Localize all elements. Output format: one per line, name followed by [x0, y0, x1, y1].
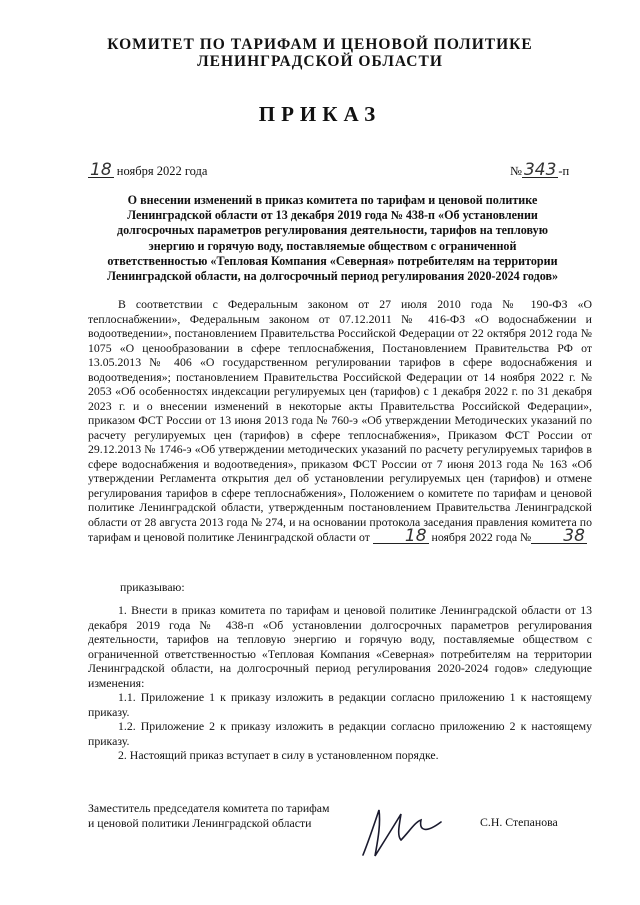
committee-line-1: КОМИТЕТ ПО ТАРИФАМ И ЦЕНОВОЙ ПОЛИТИКЕ — [107, 36, 533, 53]
handwritten-protocol-day: 18 — [373, 529, 429, 544]
date-rest: ноября 2022 года — [116, 164, 208, 178]
order-subject: О внесении изменений в приказ комитета по тарифам и ценовой политике Ленинградской области от 13 декабря 2019 года № 438-п «Об установлении долгосрочных параметров регулирования деятельности, тарифов на тепловую энергию и горячую воду, поставляемые обществом с ограниченной ответственностью «Тепловая Компания «Северная» потребителям на территории Ленинградской области, на долгосрочный период регулирования 2020-2024 годов» — [106, 193, 559, 284]
handwritten-signature — [355, 800, 445, 860]
item-1-2: 1.2. Приложение 2 к приказу изложить в редакции согласно приложению 2 к настоящему приказу. — [88, 719, 592, 748]
committee-line-2: ЛЕНИНГРАДСКОЙ ОБЛАСТИ — [197, 53, 443, 70]
order-title: ПРИКАЗ — [258, 102, 382, 126]
order-word: приказываю: — [120, 580, 185, 594]
protocol-mid: ноября 2022 года № — [431, 530, 532, 544]
handwritten-day: 18 — [90, 160, 112, 180]
position-line-1: Заместитель председателя комитета по тарифам — [88, 801, 330, 815]
preamble-text: В соответствии с Федеральным законом от 27 июля 2010 года № 190-ФЗ «О теплоснабжении», Федеральным законом от 07.12.2011 № 416-ФЗ «О водоснабжении и водоотведении», постановлением Правительства Российской Федерации от 22 октября 2012 года № 1075 «О ценообразовании в сфере теплоснабжения, Постановлением Правительства РФ от 13.05.2013 № 406 «О государственном регулировании тарифов в сфере водоснабжения и водоотведения»; постановлением Правительства Российской Федерации от 14 ноября 2022 г. № 2053 «Об особенностях индексации регулируемых цен (тарифов) с 1 декабря 2022 г. по 31 декабря 2023 г. и о внесении изменений в некоторые акты Правительства Российской Федерации», приказом ФСТ России от 13 июня 2013 года № 760-э «Об утверждении Методических указаний по расчету регулируемых цен (тарифов) в сфере теплоснабжения», Приказом ФСТ России от 29.12.2013 № 1746-э «Об утверждении методических указаний по расчету регулируемых тарифов в сфере водоснабжения и водоотведения», приказом ФСТ России от 7 июня 2013 года № 163 «Об утверждении Регламента открытия дел об установлении регулируемых цен (тарифов) и отмене регулирования тарифов в сфере теплоснабжения», Положением о комитете по тарифам и ценовой политике Ленинградской области, утвержденным постановлением Правительства Ленинградской области от 28 августа 2013 года № 274, и на основании протокола заседания правления комитета по тарифам и ценовой политике Ленинградской области от — [88, 297, 592, 544]
item-1: 1. Внести в приказ комитета по тарифам и ценовой политике Ленинградской области от 13 декабря 2019 года № 438-п «Об установлении долгосрочных параметров регулирования деятельности, тарифов на тепловую энергию и горячую воду, поставляемые обществом с ограниченной ответственностью «Тепловая Компания «Северная» потребителям на территории Ленинградской области, на долгосрочный период регулирования 2020-2024 годов» следующие изменения: — [88, 603, 592, 690]
handwritten-protocol-number: 38 — [531, 529, 587, 544]
committee-header — [0, 36, 640, 70]
number-prefix: № — [510, 164, 522, 178]
position-line-2: и ценовой политики Ленинградской области — [88, 815, 312, 830]
handwritten-number: 343 — [523, 160, 557, 180]
order-number — [510, 160, 570, 180]
signatory-position — [88, 801, 330, 830]
number-suffix: -п — [558, 164, 570, 178]
signatory-name: С.Н. Степанова — [480, 815, 558, 829]
order-items — [88, 603, 592, 763]
order-date — [88, 160, 208, 180]
item-2: 2. Настоящий приказ вступает в силу в установленном порядке. — [118, 748, 439, 762]
preamble-paragraph — [88, 297, 592, 545]
item-1-1: 1.1. Приложение 1 к приказу изложить в редакции согласно приложению 1 к настоящему приказу. — [88, 690, 592, 719]
